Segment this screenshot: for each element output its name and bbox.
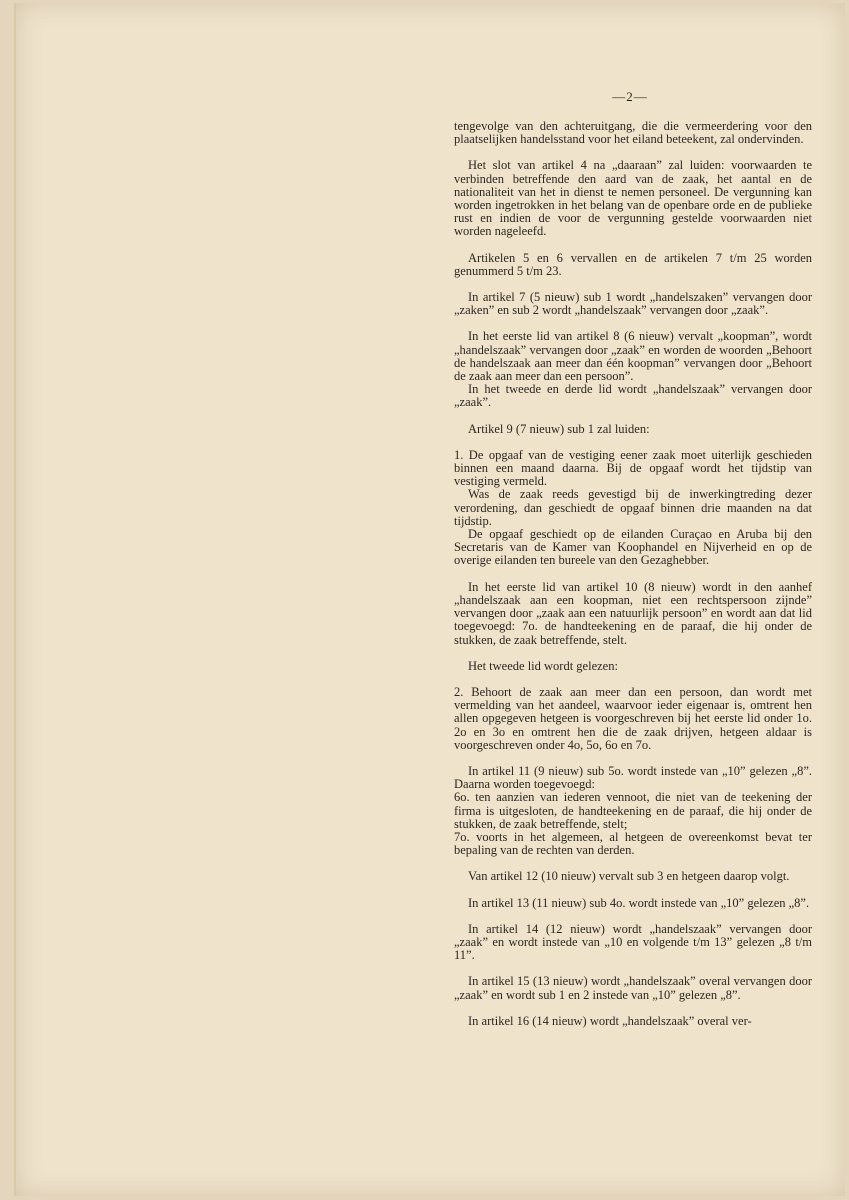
paragraph: In artikel 13 (11 nieuw) sub 4o. wordt instede van „10” gelezen „8”. bbox=[468, 895, 810, 910]
paragraph: In artikel 11 (9 nieuw) sub 5o. wordt instede van „10” gelezen „8”. Daarna worden toegevoegd: bbox=[454, 763, 812, 792]
paragraph: In artikel 7 (5 nieuw) sub 1 wordt „handelszaken” vervangen door „zaken” en sub 2 wordt „handelszaak” vervangen door „zaak”. bbox=[454, 290, 812, 318]
paragraph: Het slot van artikel 4 na „daaraan” zal luiden: voorwaarden te verbinden betreffende den aard van de zaak, het aantal en de nationaliteit van het in dienst te nemen personeel. De vergunning kan worden ingetrokken in het belang van de openbare orde en de publieke rust en indien de voor de vergunning gestelde voorwaarden niet worden nageleefd. bbox=[454, 158, 812, 239]
paragraph: Het tweede lid wordt gelezen: bbox=[468, 658, 618, 673]
page-number: —2— bbox=[612, 89, 648, 104]
document-page bbox=[14, 3, 845, 1196]
paragraph: 7o. voorts in het algemeen, al hetgeen de overeenkomst bevat ter bepaling van de rechten van derden. bbox=[454, 829, 812, 858]
paragraph: De opgaaf geschiedt op de eilanden Curaçao en Aruba bij den Secretaris van de Kamer van Koophandel en Nijverheid en op de overige eilanden ten bureele van den Gezaghebber. bbox=[454, 527, 812, 568]
paragraph: In het eerste lid van artikel 8 (6 nieuw) vervalt „koopman”, wordt „handelszaak” vervangen door „zaak” en worden de woorden „Behoort de handelszaak aan meer dan één koopman” vervangen door „Behoort de zaak aan meer dan een persoon”. bbox=[454, 329, 812, 384]
paragraph: 2. Behoort de zaak aan meer dan een persoon, dan wordt met vermelding van het aandeel, waarvoor ieder eigenaar is, omtrent hen allen opgegeven hetgeen is voorgeschreven bij het eerste lid onder 1o. 2o en 3o en omtrent hen die de zaak drijven, hetgeen aldaar is voorgeschreven onder 4o, 5o, 6o en 7o. bbox=[454, 684, 812, 752]
paragraph: In het eerste lid van artikel 10 (8 nieuw) wordt in den aanhef „handelszaak aan een koopman, niet een rechtspersoon zijnde” vervangen door „zaak aan een natuurlijk persoon” en wordt aan dat lid toegevoegd: 7o. de handteekening en de paraaf, die hij onder de stukken, de zaak betreffende, stelt. bbox=[454, 579, 812, 647]
paragraph: 1. De opgaaf van de vestiging eener zaak moet uiterlijk geschieden binnen een maand daarna. Bij de opgaaf wordt het tijdstip van vestiging vermeld. bbox=[454, 447, 812, 489]
paragraph: Artikelen 5 en 6 vervallen en de artikelen 7 t/m 25 worden genummerd 5 t/m 23. bbox=[454, 250, 812, 278]
body-text-column bbox=[454, 120, 812, 1028]
paragraph: In het tweede en derde lid wordt „handelszaak” vervangen door „zaak”. bbox=[454, 382, 812, 410]
paragraph: Van artikel 12 (10 nieuw) vervalt sub 3 en hetgeen daarop volgt. bbox=[468, 869, 790, 884]
paragraph: 6o. ten aanzien van iederen vennoot, die niet van de teekening der firma is uitgesloten, de handteekening en de paraaf, die hij onder de stukken, de zaak betreffende, stelt; bbox=[454, 790, 812, 831]
paragraph: tengevolge van den achteruitgang, die die vermeerdering voor den plaatselijken handelsstand voor het eiland beteekent, zal ondervinden. bbox=[454, 119, 812, 147]
paragraph: Was de zaak reeds gevestigd bij de inwerkingtreding dezer verordening, dan geschiedt de opgaaf binnen drie maanden na dat tijdstip. bbox=[454, 487, 812, 528]
paragraph: In artikel 15 (13 nieuw) wordt „handelszaak” overal vervangen door „zaak” en wordt sub 1 en 2 instede van „10” gelezen „8”. bbox=[454, 974, 812, 1002]
paragraph: In artikel 14 (12 nieuw) wordt „handelszaak” vervangen door „zaak” en wordt instede van „10 en volgende t/m 13” gelezen „8 t/m 11”. bbox=[454, 921, 812, 963]
paragraph: In artikel 16 (14 nieuw) wordt „handelszaak” overal ver- bbox=[468, 1013, 752, 1028]
paragraph: Artikel 9 (7 nieuw) sub 1 zal luiden: bbox=[468, 421, 650, 436]
